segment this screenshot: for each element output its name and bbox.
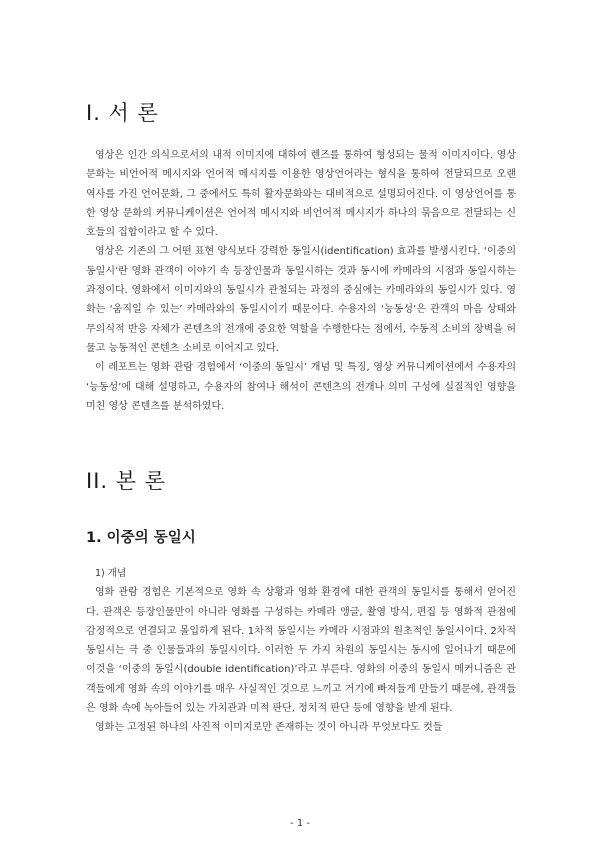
subsection-title: 1. 이중의 동일시 [86,530,196,546]
section-title-body: II. 본 론 [86,469,166,493]
intro-paragraph-1: 영상은 인간 의식으로서의 내적 이미지에 대하여 렌즈를 통하여 형성되는 물적 이미지이다. 영상문화는 비언어적 메시지와 언어적 메시지를 이용한 영상언어라는 형식을 통하여 전달되므로 오랜 역사를 가진 언어문화, 그 중에서도 특히 활자문화와는 대비적으로 설명되어진다. 이 영상언어를 통한 영상 문화의 커뮤니케이션은 언어적 메시지와 비언어적 메시지가 하나의 묶음으로 전달되는 신호들의 집합이라고 할 수 있다. [86,150,516,239]
intro-body [86,146,516,416]
intro-paragraph-3: 이 레포트는 영화 관람 경험에서 ‘이중의 동일시’ 개념 및 특징, 영상 커뮤니케이션에서 수용자의 ‘능동성’에 대해 설명하고, 수용자의 참여나 해석이 콘텐츠의 전개나 의미 구성에 실질적인 영향을 미친 영상 콘텐츠를 분석하였다. [86,362,516,412]
body-paragraph-2: 영화는 고정된 하나의 사진적 이미지로만 존재하는 것이 아니라 무엇보다도 컷들 [95,722,443,734]
item-head-concept: 1) 개념 [95,568,127,579]
body-paragraph-1: 영화 관람 경험은 기본적으로 영화 속 상황과 영화 환경에 대한 관객의 동일시를 통해서 얻어진다. 관객은 등장인물만이 아니라 영화를 구성하는 카메라 앵글, 촬영 방식, 편집 등 영화적 관점에 감정적으로 연결되고 몰입하게 된다. 1차적 동일시는 카메라 시점과의 원초적인 동일시이다. 2차적 동일시는 극 중 인물들과의 동일시이다. 이러한 두 가지 차원의 동일시는 동시에 일어나기 때문에 이것을 ‘이중의 동일시(double identification)’라고 부른다. 영화의 이중의 동일시 메커니즘은 관객들에게 영화 속의 이야기를 매우 사실적인 것으로 느끼고 거기에 빠져들게 만들기 때문에, 관객들은 영화 속에 녹아들어 있는 가치관과 미적 판단, 정치적 판단 등에 영향을 받게 된다. [86,587,516,715]
intro-paragraph-2: 영상은 기존의 그 어떤 표현 양식보다 강력한 동일시(identification) 효과를 발생시킨다. ‘이중의 동일시’란 영화 관객이 이야기 속 등장인물과 동일시하는 것과 동시에 카메라의 시점과 동일시하는 과정이다. 영화에서 이미지와의 동일시가 관철되는 과정의 중심에는 카메라와의 동일시가 있다. 영화는 ‘움직일 수 있는’ 카메라와의 동일시이기 때문이다. 수용자의 ‘능동성’은 관객의 마음 상태와 무의식적 반응 자체가 콘텐츠의 전개에 중요한 역할을 수행한다는 점에서, 수동적 소비의 장벽을 허물고 능동적인 콘텐츠 소비로 이어지고 있다. [86,246,516,354]
body-content [86,564,516,738]
page-number: - 1 - [290,818,310,829]
section-title-intro: I. 서 론 [86,101,159,125]
